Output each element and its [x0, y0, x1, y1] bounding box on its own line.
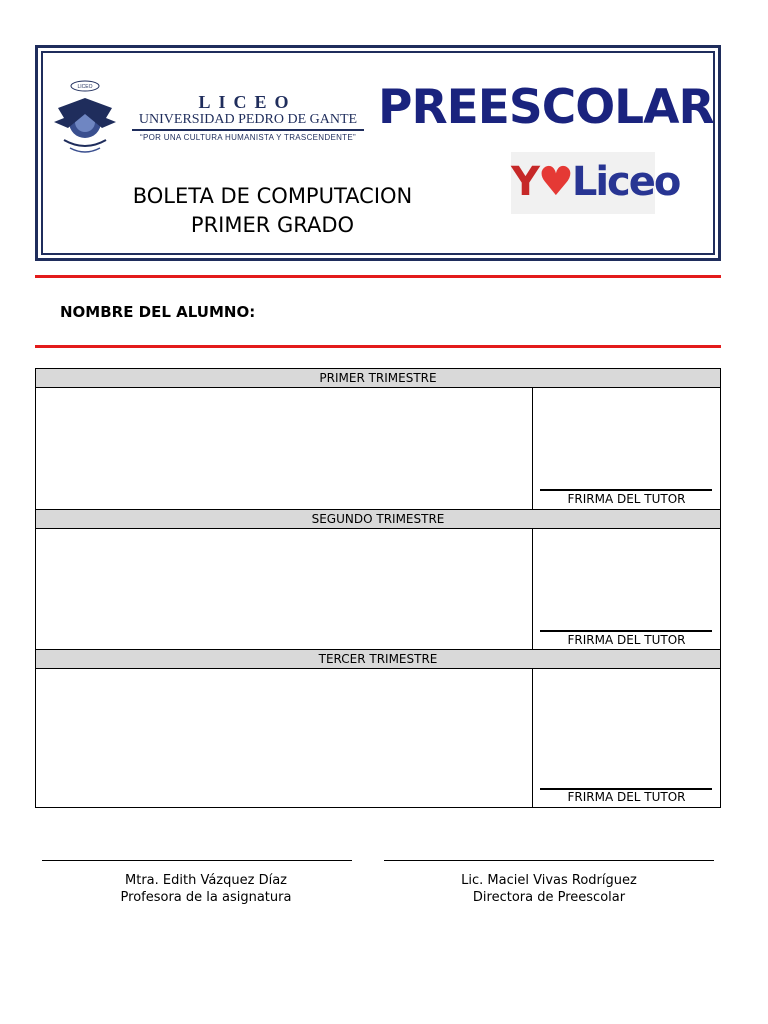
- document-title-line2: PRIMER GRADO: [190, 213, 355, 237]
- trimester-3-grades-cell[interactable]: [36, 668, 533, 807]
- trimester-table: [35, 368, 721, 808]
- heart-icon: ♥: [537, 159, 572, 205]
- director-role: Directora de Preescolar: [472, 890, 626, 905]
- teacher-role: Profesora de la asignatura: [120, 890, 292, 905]
- trimester-1-signature-label: FRIRMA DEL TUTOR: [567, 492, 686, 506]
- student-name-label: NOMBRE DEL ALUMNO:: [60, 303, 256, 321]
- yoliceo-logo: Y♥Liceo: [511, 152, 655, 214]
- top-red-divider: [35, 275, 721, 278]
- seal-text: LICEO: [77, 84, 93, 90]
- document-title: [100, 182, 445, 240]
- teacher-name: Mtra. Edith Vázquez Díaz: [125, 873, 287, 888]
- level-title: PREESCOLAR: [378, 80, 714, 135]
- university-seal-logo: [50, 78, 120, 158]
- bottom-red-divider: [35, 345, 721, 348]
- trimester-2-signature-line: [540, 630, 712, 632]
- trimester-header-2: SEGUNDO TRIMESTRE: [36, 509, 720, 529]
- director-name: Lic. Maciel Vivas Rodríguez: [461, 873, 637, 888]
- trimester-3-signature-cell[interactable]: [533, 668, 720, 807]
- trimester-header-3: TERCER TRIMESTRE: [36, 649, 720, 669]
- university-name: UNIVERSIDAD PEDRO DE GANTE: [132, 112, 364, 131]
- director-signature-line: [384, 860, 714, 861]
- trimester-1-grades-cell[interactable]: [36, 388, 533, 509]
- trimester-2-signature-label: FRIRMA DEL TUTOR: [567, 633, 686, 647]
- trimester-2-signature-cell[interactable]: [533, 528, 720, 649]
- teacher-signature-line: [42, 860, 352, 861]
- document-title-line1: BOLETA DE COMPUTACION: [132, 184, 413, 208]
- university-motto: “POR UNA CULTURA HUMANISTA Y TRASCENDENTE”: [140, 133, 356, 142]
- trimester-1-signature-cell[interactable]: [533, 388, 720, 509]
- trimester-2-grades-cell[interactable]: [36, 528, 533, 649]
- trimester-header-1: PRIMER TRIMESTRE: [36, 369, 720, 388]
- trimester-3-signature-label: FRIRMA DEL TUTOR: [567, 790, 686, 804]
- trimester-1-signature-line: [540, 489, 712, 491]
- institution-name: LICEO: [198, 92, 297, 112]
